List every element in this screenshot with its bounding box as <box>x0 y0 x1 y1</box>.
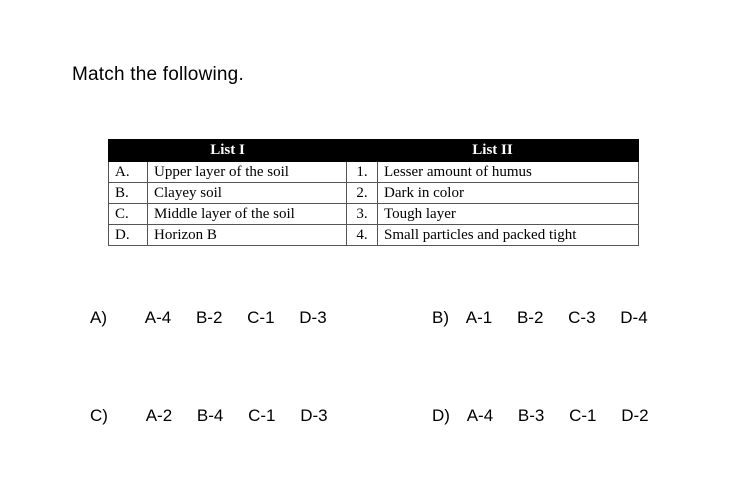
list2-header: List II <box>347 140 639 162</box>
list2-value: Small particles and packed tight <box>378 225 639 246</box>
table-row <box>109 225 639 246</box>
table-row <box>109 204 639 225</box>
option-pair: D-2 <box>621 406 649 425</box>
option-pair: B-2 <box>195 308 223 327</box>
list2-key: 4. <box>347 225 378 246</box>
list1-header: List I <box>109 140 347 162</box>
list1-value: Upper layer of the soil <box>148 162 347 183</box>
option-pair: B-4 <box>196 406 224 425</box>
option-pair: A-1 <box>465 308 493 327</box>
option-pair: A-4 <box>144 308 172 327</box>
option-pair: D-3 <box>300 406 328 425</box>
option-pair: A-2 <box>145 406 173 425</box>
list1-key: A. <box>109 162 148 183</box>
option-label: C) <box>90 406 108 425</box>
list1-key: D. <box>109 225 148 246</box>
list1-value: Middle layer of the soil <box>148 204 347 225</box>
option-d[interactable] <box>432 406 649 426</box>
option-pair: C-3 <box>568 308 596 327</box>
list1-value: Horizon B <box>148 225 347 246</box>
list2-key: 3. <box>347 204 378 225</box>
option-pair: B-3 <box>517 406 545 425</box>
list2-value: Dark in color <box>378 183 639 204</box>
option-pair: C-1 <box>247 308 275 327</box>
list2-value: Lesser amount of humus <box>378 162 639 183</box>
option-label: A) <box>90 308 107 327</box>
list2-value: Tough layer <box>378 204 639 225</box>
option-pair: A-4 <box>466 406 494 425</box>
option-pair: D-4 <box>620 308 648 327</box>
list1-value: Clayey soil <box>148 183 347 204</box>
option-label: B) <box>432 308 449 327</box>
match-table <box>108 139 639 246</box>
option-pair: C-1 <box>248 406 276 425</box>
option-pair: B-2 <box>516 308 544 327</box>
list2-key: 2. <box>347 183 378 204</box>
option-a[interactable] <box>90 308 327 328</box>
question-text: Match the following. <box>72 64 244 85</box>
list1-key: B. <box>109 183 148 204</box>
option-label: D) <box>432 406 450 425</box>
option-c[interactable] <box>90 406 328 426</box>
option-pair: C-1 <box>569 406 597 425</box>
option-pair: D-3 <box>299 308 327 327</box>
option-b[interactable] <box>432 308 648 328</box>
list2-key: 1. <box>347 162 378 183</box>
table-row <box>109 162 639 183</box>
table-row <box>109 183 639 204</box>
table-header-row <box>109 140 639 162</box>
list1-key: C. <box>109 204 148 225</box>
